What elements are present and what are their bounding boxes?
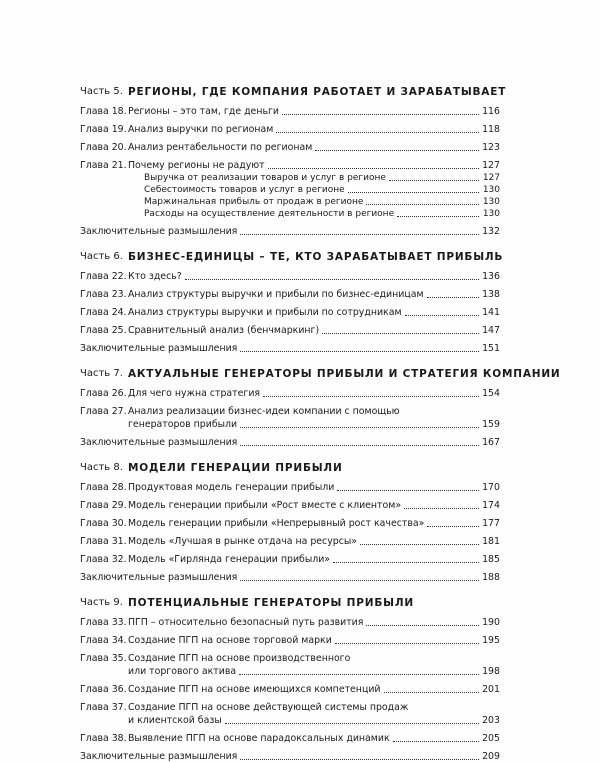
chapter-label: Глава 30. bbox=[80, 518, 127, 529]
chapter-title: Модель генерации прибыли «Рост вместе с клиентом» bbox=[128, 500, 402, 511]
chapter-row[interactable] bbox=[80, 553, 500, 566]
chapter-row[interactable] bbox=[80, 306, 500, 319]
part-label: Часть 7. bbox=[80, 368, 123, 379]
chapter-title: Модель «Лучшая в рынке отдача на ресурсы» bbox=[128, 536, 357, 547]
conclusion-title: Заключительные размышления bbox=[80, 572, 238, 583]
page-number: 195 bbox=[482, 635, 500, 646]
chapter-row[interactable] bbox=[80, 159, 500, 172]
chapter-label: Глава 31. bbox=[80, 536, 127, 547]
section-title: Выручка от реализации товаров и услуг в регионе bbox=[144, 173, 386, 183]
leader-dots bbox=[337, 489, 479, 491]
chapter-row[interactable] bbox=[80, 481, 500, 494]
page-number: 151 bbox=[482, 343, 500, 354]
chapter-row[interactable] bbox=[80, 270, 500, 283]
chapter-title: Создание ПГП на основе производственного bbox=[128, 653, 351, 664]
part-title: ПОТЕНЦИАЛЬНЫЕ ГЕНЕРАТОРЫ ПРИБЫЛИ bbox=[128, 597, 414, 609]
chapter-row-continued[interactable] bbox=[80, 665, 500, 678]
chapter-row[interactable] bbox=[80, 123, 500, 136]
toc-part bbox=[0, 462, 600, 584]
chapter-title-continued: генераторов прибыли bbox=[128, 419, 238, 430]
chapter-title: Выявление ПГП на основе парадоксальных динамик bbox=[128, 733, 390, 744]
page-number: 201 bbox=[482, 684, 500, 695]
chapter-label: Глава 20. bbox=[80, 142, 127, 153]
page-number: 188 bbox=[482, 572, 500, 583]
page-number: 130 bbox=[482, 185, 500, 195]
chapter-row[interactable] bbox=[80, 517, 500, 530]
chapter-label: Глава 19. bbox=[80, 124, 127, 135]
part-heading bbox=[80, 251, 600, 263]
section-row[interactable] bbox=[80, 208, 500, 220]
section-title: Маржинальная прибыль от продаж в регионе bbox=[144, 197, 364, 207]
leader-dots bbox=[240, 350, 479, 352]
chapter-title: Создание ПГП на основе действующей системы продаж bbox=[128, 702, 409, 713]
page-number: 181 bbox=[482, 536, 500, 547]
chapter-row[interactable] bbox=[80, 634, 500, 647]
toc-part bbox=[0, 368, 600, 449]
chapter-title: Анализ структуры выручки и прибыли по бизнес-единицам bbox=[128, 289, 424, 300]
chapter-row[interactable] bbox=[80, 732, 500, 745]
chapter-title: Почему регионы не радуют bbox=[128, 160, 265, 171]
chapter-title: Продуктовая модель генерации прибыли bbox=[128, 482, 335, 493]
part-heading bbox=[80, 597, 600, 609]
toc-part bbox=[0, 597, 600, 763]
chapter-label: Глава 27. bbox=[80, 406, 127, 417]
chapter-label: Глава 32. bbox=[80, 554, 127, 565]
chapter-title: Для чего нужна стратегия bbox=[128, 388, 261, 399]
leader-dots bbox=[366, 203, 479, 205]
chapter-row[interactable] bbox=[80, 535, 500, 548]
page-number: 127 bbox=[482, 160, 500, 171]
chapter-title-continued: или торгового актива bbox=[128, 666, 237, 677]
conclusion-title: Заключительные размышления bbox=[80, 751, 238, 762]
chapter-label: Глава 25. bbox=[80, 325, 127, 336]
leader-dots bbox=[427, 296, 479, 298]
page-number: 209 bbox=[482, 751, 500, 762]
chapter-row[interactable] bbox=[80, 701, 500, 714]
leader-dots bbox=[404, 507, 479, 509]
part-title: АКТУАЛЬНЫЕ ГЕНЕРАТОРЫ ПРИБЫЛИ И СТРАТЕГИЯ КОМПАНИИ bbox=[128, 368, 561, 380]
section-row[interactable] bbox=[80, 196, 500, 208]
conclusion-row[interactable] bbox=[80, 571, 500, 584]
page-number: 154 bbox=[482, 388, 500, 399]
page-number: 130 bbox=[482, 209, 500, 219]
part-heading bbox=[80, 86, 600, 98]
section-title: Расходы на осуществление деятельности в регионе bbox=[144, 209, 395, 219]
chapter-title: Создание ПГП на основе торговой марки bbox=[128, 635, 332, 646]
page-number: 205 bbox=[482, 733, 500, 744]
chapter-title: Регионы – это там, где деньги bbox=[128, 106, 279, 117]
part-title: МОДЕЛИ ГЕНЕРАЦИИ ПРИБЫЛИ bbox=[128, 462, 343, 474]
chapter-title: ПГП – относительно безопасный путь развития bbox=[128, 617, 364, 628]
chapter-row[interactable] bbox=[80, 288, 500, 301]
chapter-label: Глава 26. bbox=[80, 388, 127, 399]
leader-dots bbox=[384, 691, 479, 693]
leader-dots bbox=[322, 332, 479, 334]
chapter-label: Глава 38. bbox=[80, 733, 127, 744]
leader-dots bbox=[240, 579, 479, 581]
page-number: 116 bbox=[482, 106, 500, 117]
leader-dots bbox=[389, 179, 479, 181]
leader-dots bbox=[263, 395, 479, 397]
section-title: Себестоимость товаров и услуг в регионе bbox=[144, 185, 345, 195]
leader-dots bbox=[240, 758, 479, 760]
conclusion-title: Заключительные размышления bbox=[80, 343, 238, 354]
chapter-row[interactable] bbox=[80, 405, 500, 418]
chapter-label: Глава 35. bbox=[80, 653, 127, 664]
chapter-label: Глава 18. bbox=[80, 106, 127, 117]
chapter-title: Анализ выручки по регионам bbox=[128, 124, 274, 135]
part-title: БИЗНЕС-ЕДИНИЦЫ – ТЕ, КТО ЗАРАБАТЫВАЕТ ПРИБЫЛЬ bbox=[128, 251, 504, 263]
leader-dots bbox=[427, 525, 479, 527]
page-number: 127 bbox=[482, 173, 500, 183]
chapter-label: Глава 36. bbox=[80, 684, 127, 695]
conclusion-row[interactable] bbox=[80, 225, 500, 238]
toc-part bbox=[0, 86, 600, 238]
part-label: Часть 8. bbox=[80, 462, 123, 473]
leader-dots bbox=[268, 167, 479, 169]
chapter-row[interactable] bbox=[80, 387, 500, 400]
page-number: 203 bbox=[482, 715, 500, 726]
chapter-label: Глава 37. bbox=[80, 702, 127, 713]
chapter-title: Анализ реализации бизнес-идеи компании с помощью bbox=[128, 406, 400, 417]
chapter-label: Глава 21. bbox=[80, 160, 127, 171]
chapter-label: Глава 28. bbox=[80, 482, 127, 493]
chapter-title: Анализ структуры выручки и прибыли по сотрудникам bbox=[128, 307, 402, 318]
leader-dots bbox=[239, 673, 479, 675]
chapter-title: Модель генерации прибыли «Непрерывный рост качества» bbox=[128, 518, 425, 529]
part-label: Часть 9. bbox=[80, 597, 123, 608]
conclusion-title: Заключительные размышления bbox=[80, 437, 238, 448]
conclusion-title: Заключительные размышления bbox=[80, 226, 238, 237]
section-row[interactable] bbox=[80, 184, 500, 196]
leader-dots bbox=[240, 444, 479, 446]
chapter-title: Создание ПГП на основе имеющихся компетенций bbox=[128, 684, 381, 695]
leader-dots bbox=[276, 131, 479, 133]
leader-dots bbox=[282, 113, 479, 115]
page-number: 130 bbox=[482, 197, 500, 207]
chapter-title-continued: и клиентской базы bbox=[128, 715, 222, 726]
page-number: 132 bbox=[482, 226, 500, 237]
part-title: РЕГИОНЫ, ГДЕ КОМПАНИЯ РАБОТАЕТ И ЗАРАБАТЫВАЕТ bbox=[128, 86, 507, 98]
chapter-title: Кто здесь? bbox=[128, 271, 182, 282]
chapter-row-continued[interactable] bbox=[80, 714, 500, 727]
chapter-row[interactable] bbox=[80, 105, 500, 118]
section-row[interactable] bbox=[80, 172, 500, 184]
leader-dots bbox=[360, 543, 479, 545]
chapter-label: Глава 24. bbox=[80, 307, 127, 318]
part-label: Часть 6. bbox=[80, 251, 123, 262]
page-number: 185 bbox=[482, 554, 500, 565]
page-number: 159 bbox=[482, 419, 500, 430]
page-number: 190 bbox=[482, 617, 500, 628]
chapter-row[interactable] bbox=[80, 499, 500, 512]
page-number: 177 bbox=[482, 518, 500, 529]
chapter-title: Модель «Гирлянда генерации прибыли» bbox=[128, 554, 331, 565]
leader-dots bbox=[366, 624, 479, 626]
page-number: 141 bbox=[482, 307, 500, 318]
page-number: 118 bbox=[482, 124, 500, 135]
chapter-row[interactable] bbox=[80, 141, 500, 154]
leader-dots bbox=[335, 642, 479, 644]
page-number: 147 bbox=[482, 325, 500, 336]
page-number: 170 bbox=[482, 482, 500, 493]
leader-dots bbox=[240, 426, 479, 428]
leader-dots bbox=[240, 233, 479, 235]
conclusion-row[interactable] bbox=[80, 342, 500, 355]
page-number: 174 bbox=[482, 500, 500, 511]
chapter-label: Глава 29. bbox=[80, 500, 127, 511]
chapter-row[interactable] bbox=[80, 683, 500, 696]
page-number: 138 bbox=[482, 289, 500, 300]
leader-dots bbox=[185, 278, 479, 280]
chapter-label: Глава 33. bbox=[80, 617, 127, 628]
page-number: 198 bbox=[482, 666, 500, 677]
conclusion-row[interactable] bbox=[80, 750, 500, 763]
table-of-contents bbox=[0, 86, 600, 763]
page-number: 136 bbox=[482, 271, 500, 282]
chapter-title: Сравнительный анализ (бенчмаркинг) bbox=[128, 325, 320, 336]
page-number: 123 bbox=[482, 142, 500, 153]
chapter-row[interactable] bbox=[80, 616, 500, 629]
leader-dots bbox=[393, 740, 479, 742]
chapter-row[interactable] bbox=[80, 652, 500, 665]
leader-dots bbox=[348, 191, 479, 193]
leader-dots bbox=[333, 561, 479, 563]
chapter-row-continued[interactable] bbox=[80, 418, 500, 431]
leader-dots bbox=[397, 215, 479, 217]
chapter-label: Глава 23. bbox=[80, 289, 127, 300]
leader-dots bbox=[315, 149, 479, 151]
leader-dots bbox=[405, 314, 479, 316]
conclusion-row[interactable] bbox=[80, 436, 500, 449]
leader-dots bbox=[225, 722, 479, 724]
part-heading bbox=[80, 462, 600, 474]
chapter-title: Анализ рентабельности по регионам bbox=[128, 142, 313, 153]
chapter-row[interactable] bbox=[80, 324, 500, 337]
chapter-label: Глава 34. bbox=[80, 635, 127, 646]
part-heading bbox=[80, 368, 600, 380]
part-label: Часть 5. bbox=[80, 86, 123, 97]
page-number: 167 bbox=[482, 437, 500, 448]
toc-part bbox=[0, 251, 600, 355]
chapter-label: Глава 22. bbox=[80, 271, 127, 282]
